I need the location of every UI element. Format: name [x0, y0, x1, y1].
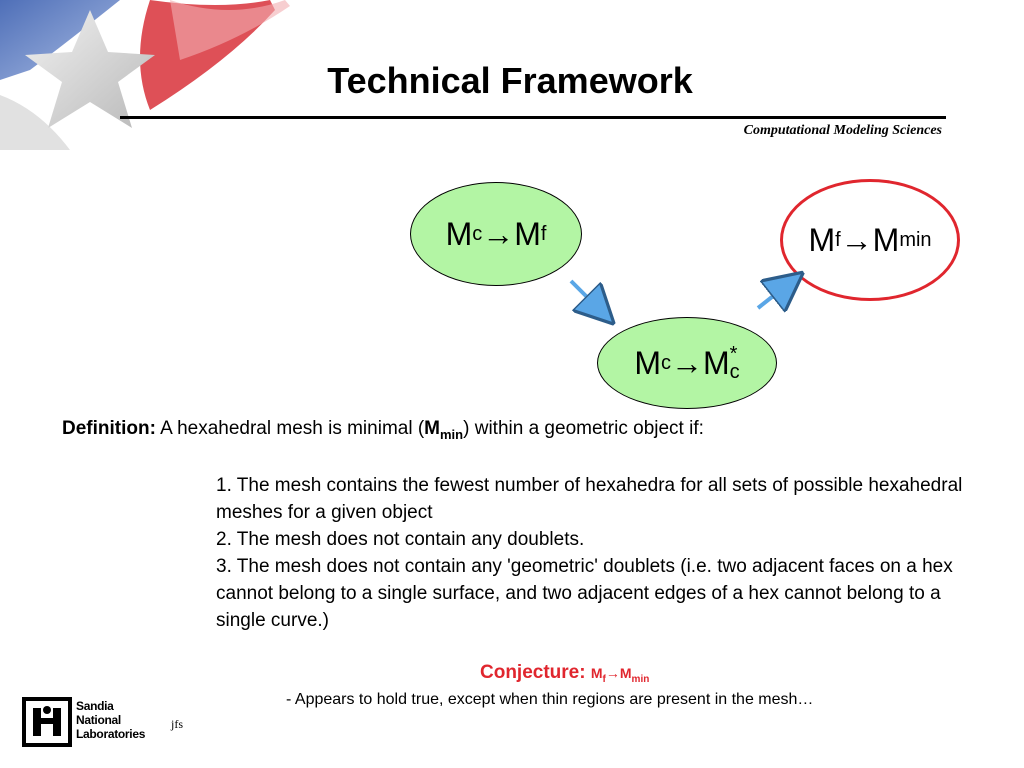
mmin-base: M: [424, 418, 440, 439]
node-sub: f: [540, 222, 547, 245]
conjecture-heading: [480, 662, 649, 685]
node-arrow: →: [840, 221, 873, 258]
definition-line: [62, 418, 704, 442]
node-sup: *: [729, 343, 738, 365]
node-mc-to-mcstar: [597, 317, 777, 409]
node-text: M: [514, 215, 541, 252]
conjecture-sub: min: [631, 673, 650, 685]
slide-subtitle: Computational Modeling Sciences: [743, 123, 942, 138]
node-arrow: →: [482, 215, 515, 252]
node-text: M: [808, 221, 836, 258]
mmin-sub: min: [440, 426, 464, 442]
sandia-logo-text: [76, 699, 145, 741]
node-sub: f: [835, 228, 841, 251]
node-sub: min: [899, 228, 932, 251]
conjecture-label: Conjecture:: [480, 662, 586, 683]
condition-item: 2. The mesh does not contain any doublets.: [216, 529, 585, 550]
logo-line: Sandia: [76, 699, 114, 713]
node-arrow: →: [671, 344, 703, 381]
node-text: M: [445, 215, 473, 252]
logo-line: National: [76, 713, 121, 727]
conjecture-m: M: [590, 665, 603, 681]
node-text: M: [703, 344, 730, 381]
footer-initials: jfs: [171, 717, 183, 731]
arrow-down-right: [571, 281, 603, 313]
node-sub: c: [472, 222, 483, 245]
conjecture-note: - Appears to hold true, except when thin regions are present in the mesh…: [286, 691, 814, 708]
node-sub: c: [729, 361, 740, 383]
node-sub: c: [661, 351, 671, 374]
node-text: M: [634, 344, 661, 381]
conjecture-sub: f: [602, 673, 606, 685]
slide-title: Technical Framework: [327, 60, 693, 101]
definition-text: A hexahedral mesh is minimal (: [155, 418, 425, 439]
node-mc-to-mf: [410, 182, 582, 286]
condition-item: 1. The mesh contains the fewest number of hexahedra for all sets of possible hexahedral meshes for a given object: [216, 475, 963, 523]
title-divider: [120, 116, 946, 119]
conjecture-arrow: →: [605, 665, 620, 681]
conditions-list: [216, 472, 976, 634]
node-mf-to-mmin: [780, 179, 960, 301]
condition-item: 3. The mesh does not contain any 'geometric' doublets (i.e. two adjacent faces on a hex cannot belong to a single surface, and two adjacent edges of a hex cannot belong to a single curve.): [216, 556, 953, 631]
conjecture-m: M: [619, 665, 632, 681]
definition-text-end: ) within a geometric object if:: [463, 418, 704, 439]
logo-line: Laboratories: [76, 727, 146, 741]
definition-label: Definition:: [62, 418, 156, 439]
arrow-up-right: [758, 282, 791, 308]
node-text: M: [872, 221, 900, 258]
